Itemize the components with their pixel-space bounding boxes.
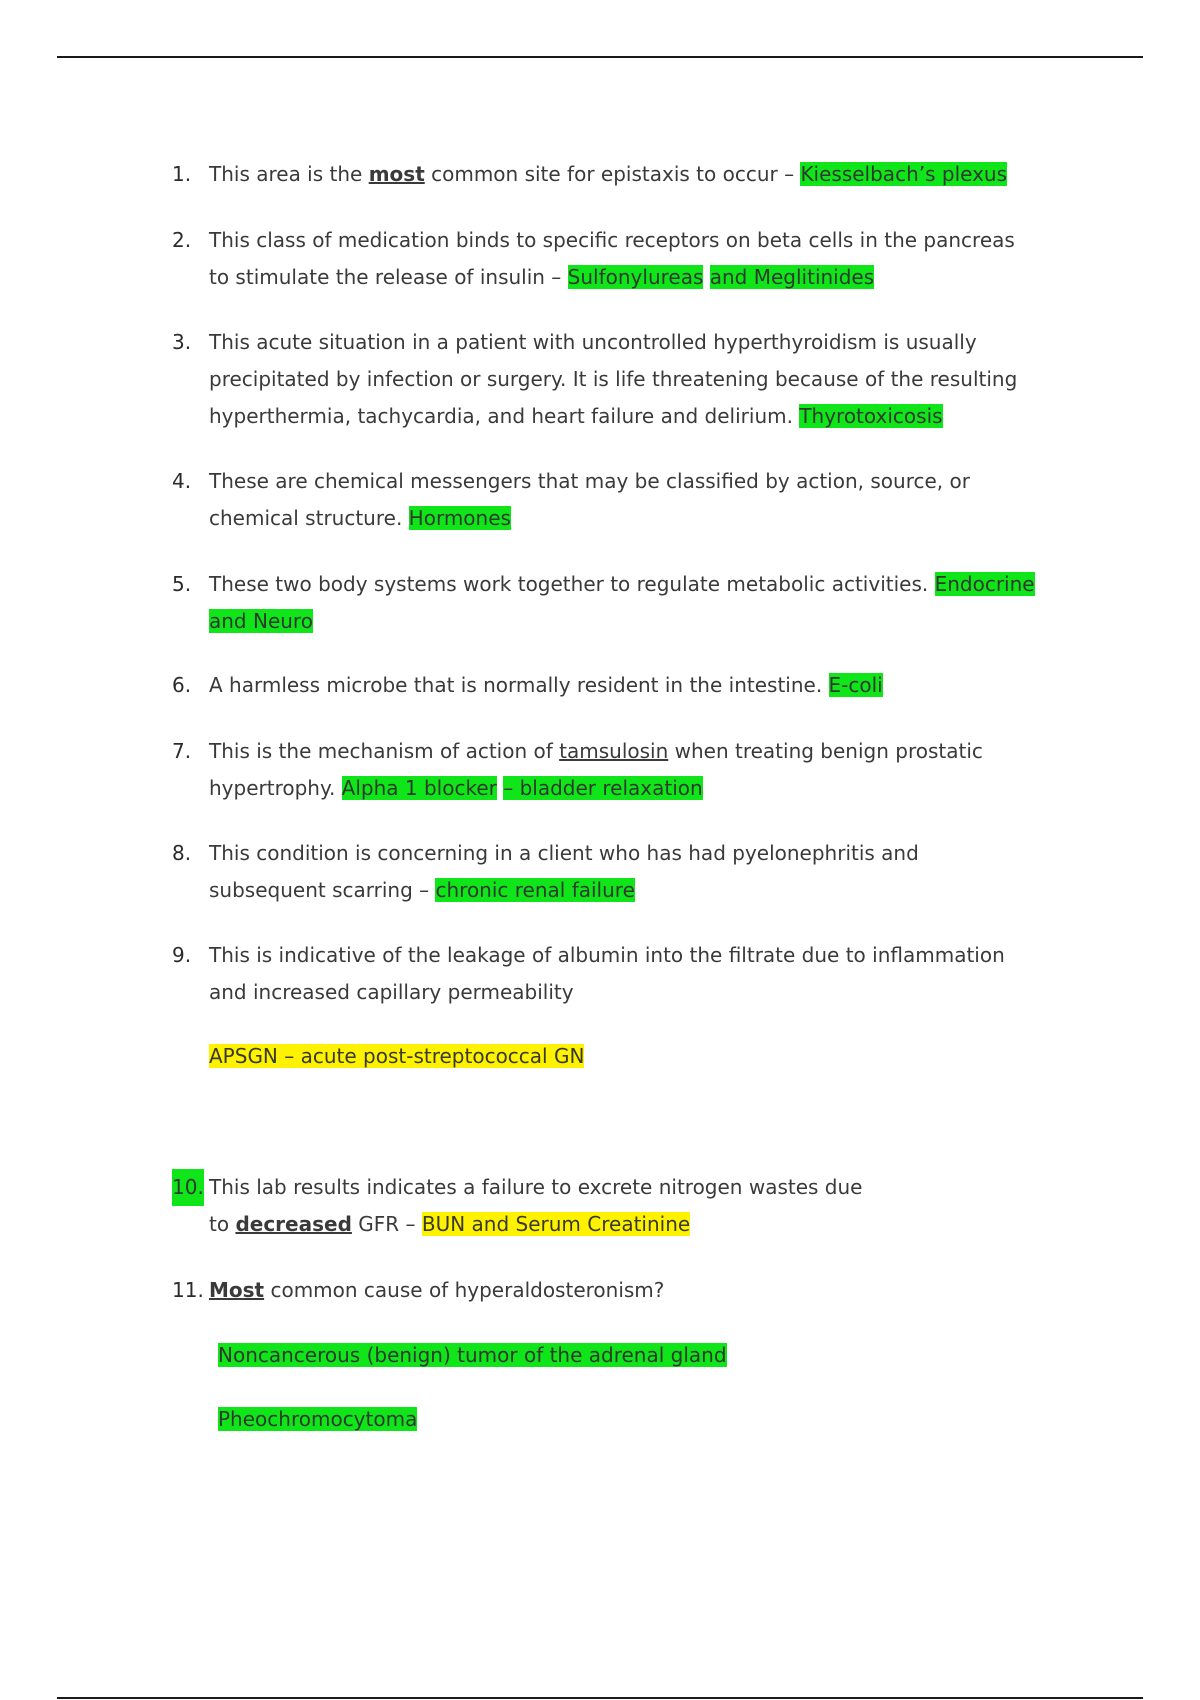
- item-text: These two body systems work together to regulate metabolic activities.: [209, 572, 935, 596]
- emphasis-text: most: [368, 162, 425, 186]
- item-number: 8.: [172, 841, 192, 865]
- bottom-rule: [57, 1697, 1143, 1699]
- item-number: 5.: [172, 572, 192, 596]
- item-text: This condition is concerning in a client who has had pyelonephritis and: [209, 841, 919, 865]
- item-number: 1.: [172, 162, 192, 186]
- underlined-term: tamsulosin: [559, 739, 669, 763]
- item-text: GFR –: [351, 1212, 422, 1236]
- answer-line: [218, 1401, 417, 1438]
- highlighted-answer: chronic renal failure: [435, 878, 635, 902]
- item-number: 3.: [172, 330, 192, 354]
- item-text: common cause of hyperaldosteronism?: [264, 1278, 665, 1302]
- item-text: precipitated by infection or surgery. It is life threatening because of the resulting: [209, 367, 1018, 391]
- highlighted-answer: BUN and Serum Creatinine: [421, 1212, 691, 1236]
- emphasis-text: decreased: [235, 1212, 352, 1236]
- item-text: This area is the: [209, 162, 369, 186]
- item-number: 10.: [172, 1169, 204, 1206]
- item-number: 11.: [172, 1278, 204, 1302]
- highlighted-answer: Hormones: [408, 506, 511, 530]
- highlighted-answer: – bladder relaxation: [503, 776, 703, 800]
- item-text: This lab results indicates a failure to excrete nitrogen wastes due: [209, 1175, 863, 1199]
- item-text: to: [209, 1212, 236, 1236]
- item-text: subsequent scarring –: [209, 878, 436, 902]
- item-text: These are chemical messengers that may be classified by action, source, or: [209, 469, 970, 493]
- emphasis-text: Most: [209, 1278, 265, 1302]
- highlighted-answer: Endocrine: [934, 572, 1035, 596]
- item-text: common site for epistaxis to occur –: [424, 162, 801, 186]
- item-text: This is indicative of the leakage of albumin into the filtrate due to inflammation: [209, 943, 1005, 967]
- highlighted-answer: Sulfonylureas: [567, 265, 704, 289]
- item-number: 4.: [172, 469, 192, 493]
- highlighted-answer: Kiesselbach’s plexus: [800, 162, 1008, 186]
- item-text: hypertrophy.: [209, 776, 342, 800]
- item-number: 6.: [172, 673, 192, 697]
- highlighted-answer: and Meglitinides: [709, 265, 875, 289]
- highlighted-answer: APSGN – acute post-streptococcal GN: [209, 1044, 585, 1068]
- item-text: hyperthermia, tachycardia, and heart failure and delirium.: [209, 404, 800, 428]
- answer-line: [209, 1038, 584, 1075]
- item-number: 2.: [172, 228, 192, 252]
- highlighted-answer: Alpha 1 blocker: [341, 776, 497, 800]
- item-text: This class of medication binds to specific receptors on beta cells in the pancreas: [209, 228, 1015, 252]
- item-number: 7.: [172, 739, 192, 763]
- highlighted-answer: Noncancerous (benign) tumor of the adrenal gland: [218, 1343, 727, 1367]
- item-text: and increased capillary permeability: [209, 980, 574, 1004]
- highlighted-answer: E-coli: [828, 673, 883, 697]
- item-text: to stimulate the release of insulin –: [209, 265, 568, 289]
- item-text: when treating benign prostatic: [668, 739, 983, 763]
- item-text: This is the mechanism of action of: [209, 739, 560, 763]
- answer-line: [218, 1337, 727, 1374]
- item-text: This acute situation in a patient with uncontrolled hyperthyroidism is usually: [209, 330, 977, 354]
- highlighted-answer: Pheochromocytoma: [218, 1407, 418, 1431]
- item-number: 9.: [172, 943, 192, 967]
- highlighted-answer: and Neuro: [209, 609, 313, 633]
- item-text: chemical structure.: [209, 506, 409, 530]
- highlighted-answer: Thyrotoxicosis: [799, 404, 943, 428]
- item-text: A harmless microbe that is normally resident in the intestine.: [209, 673, 829, 697]
